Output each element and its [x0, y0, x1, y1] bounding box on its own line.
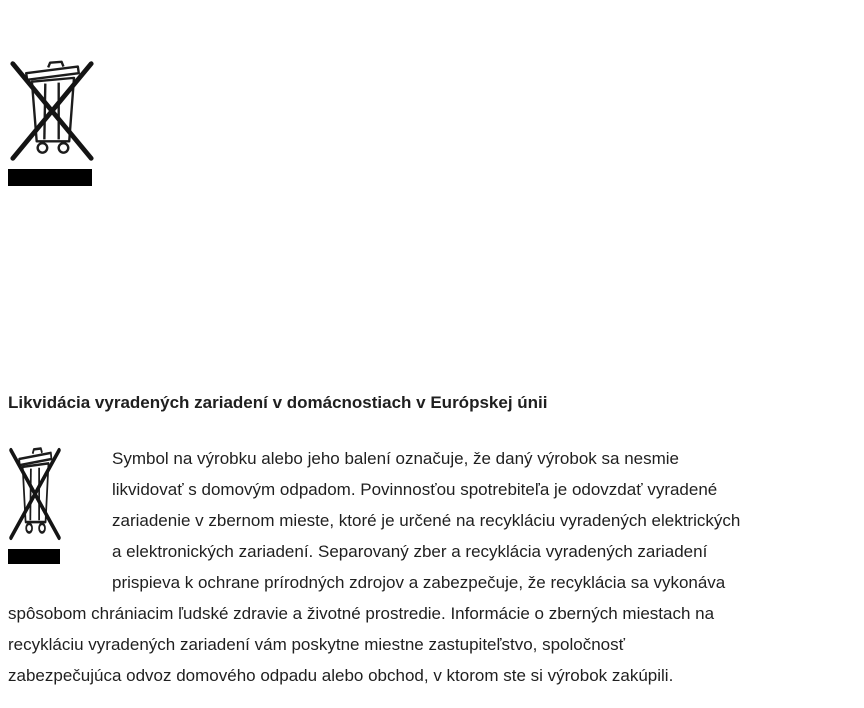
weee-symbol-small — [8, 445, 62, 564]
body-line: Symbol na výrobku alebo jeho balení označuje, že daný výrobok sa nesmie — [112, 449, 680, 468]
body-line: zariadenie v zbernom mieste, ktoré je určené na recykláciu vyradených elektrických — [112, 511, 741, 530]
weee-symbol-large — [8, 58, 96, 186]
body-line: spôsobom chrániacim ľudské zdravie a životné prostredie. Informácie o zberných miestach na — [8, 604, 715, 623]
body-line: prispieva k ochrane prírodných zdrojov a zabezpečuje, že recyklácia sa vykonáva — [112, 573, 726, 592]
body-line: recykláciu vyradených zariadení vám poskytne miestne zastupiteľstvo, spoločnosť — [8, 635, 626, 654]
body-line: a elektronických zariadení. Separovaný zber a recyklácia vyradených zariadení — [112, 542, 708, 561]
body-paragraph — [8, 443, 856, 691]
weee-black-bar — [8, 549, 60, 564]
body-line: zabezpečujúca odvoz domového odpadu alebo obchod, v ktorom ste si výrobok zakúpili. — [8, 666, 674, 685]
disposal-section — [8, 392, 856, 691]
weee-black-bar — [8, 169, 92, 186]
section-heading: Likvidácia vyradených zariadení v domácnostiach v Európskej únii — [8, 393, 548, 412]
crossed-out-wheeled-bin-icon — [8, 58, 96, 164]
body-line: likvidovať s domovým odpadom. Povinnosťou spotrebiteľa je odovzdať vyradené — [112, 480, 718, 499]
crossed-out-wheeled-bin-icon — [8, 445, 62, 543]
